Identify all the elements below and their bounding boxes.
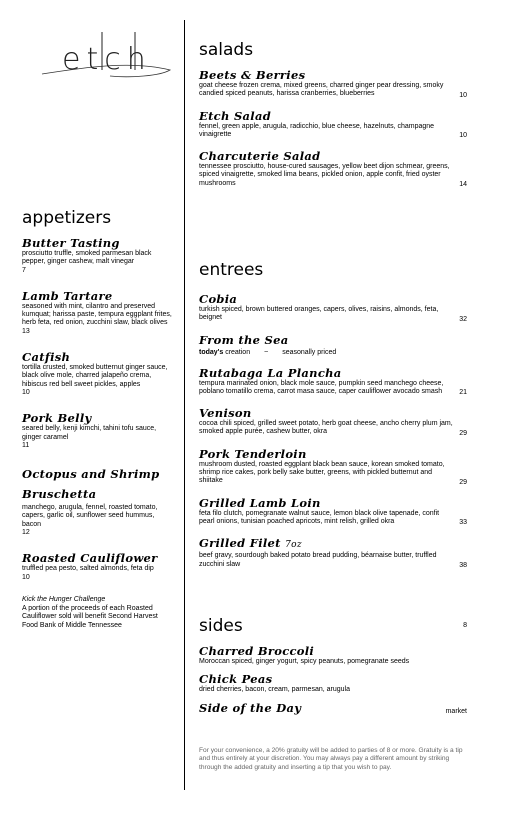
item-price: 33 (459, 519, 467, 527)
item-name: Lamb Tartare (22, 288, 113, 303)
sub-a: creation (225, 348, 251, 356)
item-desc: tennessee prosciutto, house-cured sausages, yellow beet dijon schmear, greens, spiced vinaigrette, smoked lima beans, pickled onion, apple confit, fried oyster mushrooms (199, 163, 450, 187)
item-desc: fennel, green apple, arugula, radicchio, blue cheese, hazelnuts, champagne vinaigrette (199, 122, 435, 138)
item-name: From the Sea (199, 332, 289, 347)
logo-text: etch (62, 42, 152, 77)
menu-item-rutabaga-la-plancha (199, 366, 467, 397)
item-price: 10 (22, 388, 30, 396)
sub-sep: ~ (264, 348, 269, 356)
menu-item-catfish (22, 350, 172, 397)
menu-item-lamb-tartare (22, 289, 172, 336)
item-desc: seasoned with mint, cilantro and preserved kumquat; harissa paste, tempura eggplant frites, herb feta, red onion, zucchini slaw, black olives (22, 302, 172, 327)
item-desc: dried cherries, bacon, cream, parmesan, arugula (199, 686, 350, 694)
item-price: 10 (459, 132, 467, 140)
item-name: Catfish (22, 350, 71, 365)
item-name: Grilled Filet (199, 536, 281, 551)
menu-item-pork-belly (22, 411, 172, 450)
item-name: Charcuterie Salad (199, 149, 321, 164)
item-desc: goat cheese frozen crema, mixed greens, charred ginger pear dressing, smoky candied spiced peanuts, harissa cranberries, blueberries (199, 82, 444, 98)
item-name-row (199, 536, 467, 552)
item-name: Venison (199, 406, 252, 421)
menu-item-pork-tenderloin (199, 447, 467, 486)
appetizers-section (22, 208, 172, 630)
item-desc: beef gravy, sourdough baked potato bread pudding, béarnaise butter, truffled zucchini slaw (199, 552, 437, 568)
item-name: Octopus and Shrimp Bruschetta (22, 467, 160, 502)
menu-item-charred-broccoli (199, 644, 467, 666)
item-desc: tortilla crusted, smoked butternut ginger sauce, black olive mole, charred jalapeño crema, hibiscus red bell sweet pickles, apples (22, 364, 168, 388)
item-price: 12 (22, 529, 30, 537)
sides-price: 8 (463, 622, 467, 629)
item-desc: turkish spiced, brown buttered oranges, capers, olives, raisins, almonds, feta, beignet (199, 306, 439, 322)
sub-b: seasonally priced (282, 348, 337, 356)
challenge-body: A portion of the proceeds of each Roasted Cauliflower sold will benefit Second Harvest Food Bank of Middle Tennessee (22, 604, 158, 629)
menu-item-cobia (199, 292, 467, 323)
menu-item-charcuterie-salad (199, 149, 467, 188)
item-price: 7 (22, 266, 26, 274)
salads-section (199, 40, 467, 198)
menu-item-butter-tasting (22, 236, 172, 275)
item-name-note: 7oz (285, 540, 302, 551)
item-name: Cobia (199, 292, 238, 306)
item-name: Chick Peas (199, 672, 273, 687)
sides-heading: sides (199, 616, 243, 636)
sub-bold: today's (199, 348, 224, 356)
item-desc: feta filo clutch, pomegranate walnut sauce, lemon black olive tapenade, confit pearl onions, tunisian poached apricots, mint relish, grilled okra (199, 509, 440, 525)
entrees-heading: entrees (199, 260, 264, 280)
column-divider (184, 20, 185, 790)
menu-item-octopus-shrimp-bruschetta (22, 464, 172, 537)
item-desc: mushroom dusted, roasted eggplant black bean sauce, korean smoked tomato, shrimp rice cakes, pork belly sake butter, greens, with pickled butternut and shiitake (199, 460, 445, 485)
menu-item-from-the-sea (199, 333, 467, 356)
menu-item-side-of-the-day (199, 701, 467, 715)
hunger-challenge-note (22, 596, 172, 630)
menu-item-etch-salad (199, 109, 467, 140)
item-price: 11 (22, 441, 30, 449)
item-desc: prosciutto truffle, smoked parmesan black pepper, ginger cashew, malt vinegar (22, 250, 152, 266)
item-name: Pork Belly (22, 411, 92, 426)
item-name: Pork Tenderloin (199, 446, 307, 461)
item-desc: seared belly, kenji kimchi, tahini tofu sauce, ginger caramel (22, 425, 157, 441)
item-price: 29 (459, 478, 467, 486)
item-price: 21 (459, 389, 467, 397)
item-desc: Moroccan spiced, ginger yogurt, spicy peanuts, pomegranate seeds (199, 658, 410, 665)
gratuity-disclaimer: For your convenience, a 20% gratuity will be added to parties of 8 or more. Gratuity is a tip and thus entirely at your discretion. You may always pay a different amount by striking through the added gratuity and inserting a tip that you wish to pay. (199, 747, 463, 771)
from-the-sea-subline (199, 349, 467, 356)
item-name: Rutabaga La Plancha (199, 365, 342, 380)
item-price: 10 (22, 573, 30, 581)
item-desc: tempura marinated onion, black mole sauce, pumpkin seed manchego cheese, poblano tomatillo crema, carrot masa sauce, caper cauliflower avocado smash (199, 379, 444, 395)
item-desc: manchego, arugula, fennel, roasted tomato, capers, garlic oil, sunflower seed hummus, bacon (22, 504, 158, 528)
item-price: 10 (459, 91, 467, 99)
item-price: 13 (22, 327, 30, 335)
salads-heading: salads (199, 40, 254, 60)
item-desc: cocoa chili spiced, grilled sweet potato, herb goat cheese, ancho cherry plum jam, smoked apple purée, cashew butter, okra (199, 420, 453, 436)
menu-item-roasted-cauliflower (22, 551, 172, 582)
item-price: 14 (459, 181, 467, 189)
challenge-title: Kick the Hunger Challenge (22, 595, 106, 603)
item-name: Side of the Day (199, 700, 302, 715)
menu-item-grilled-filet (199, 536, 467, 569)
menu-item-venison (199, 406, 467, 437)
item-name: Etch Salad (199, 108, 272, 123)
item-name: Roasted Cauliflower (22, 551, 158, 566)
item-desc: truffled pea pesto, salted almonds, feta dip (22, 565, 154, 573)
item-name: Butter Tasting (22, 236, 120, 250)
item-price: market (445, 707, 467, 715)
appetizers-heading: appetizers (22, 208, 112, 228)
item-price: 38 (459, 561, 467, 569)
etch-logo (40, 30, 180, 90)
item-name: Charred Broccoli (199, 644, 315, 658)
item-price: 29 (459, 429, 467, 437)
sides-header-row (199, 616, 467, 636)
item-price: 32 (459, 315, 467, 323)
sides-section (199, 616, 467, 725)
menu-item-beets-berries (199, 68, 467, 99)
item-name: Beets & Berries (199, 68, 306, 82)
menu-item-grilled-lamb-loin (199, 496, 467, 527)
entrees-section (199, 260, 467, 579)
menu-item-chick-peas (199, 672, 467, 694)
item-name: Grilled Lamb Loin (199, 495, 321, 510)
